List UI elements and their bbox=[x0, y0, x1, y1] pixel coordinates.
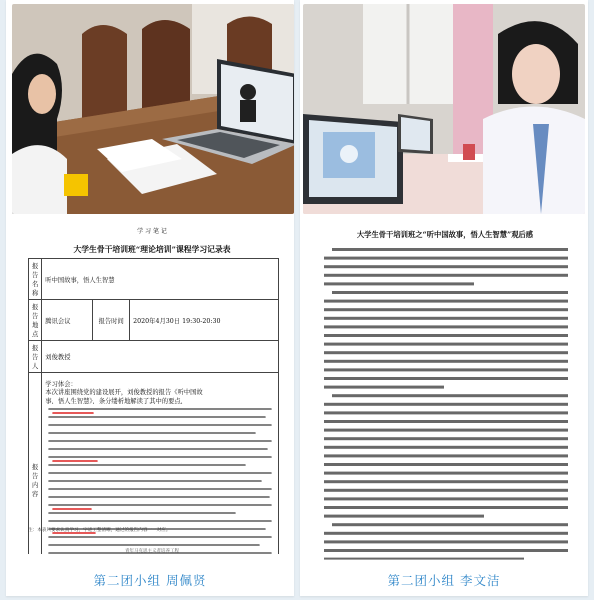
record-table bbox=[28, 258, 279, 554]
row-label: 报告人 bbox=[29, 341, 42, 373]
study-photo-right-image bbox=[303, 4, 585, 214]
form-title: 大学生骨干培训班“理论培训”课程学习记录表 bbox=[73, 245, 231, 254]
form-header: 学 习 笔 记 bbox=[137, 228, 167, 235]
essay-title: 大学生骨干培训班之“听中国故事，悟人生智慧”观后感 bbox=[356, 230, 534, 239]
essay-body bbox=[324, 248, 568, 562]
study-photo-left-image bbox=[12, 4, 294, 214]
row-value: 2020年4月30日 19:30-20:30 bbox=[130, 300, 279, 341]
row-label: 报告时间 bbox=[93, 300, 130, 341]
notes-line: 学习体会： bbox=[45, 380, 77, 388]
row-value: 腾讯会议 bbox=[42, 300, 93, 341]
row-label: 报告名称 bbox=[29, 259, 42, 300]
left-caption: 第二团小组 周佩贤 bbox=[93, 573, 207, 588]
reflection-document bbox=[314, 226, 576, 562]
study-photo-right bbox=[303, 4, 585, 214]
row-label: 报告内容 bbox=[29, 373, 42, 555]
notes-cell bbox=[42, 373, 279, 555]
row-value: 刘俊教授 bbox=[42, 341, 279, 373]
table-row bbox=[29, 300, 279, 341]
form-footer: 青年马克思主义者培养工程 bbox=[125, 549, 179, 554]
right-caption: 第二团小组 李文洁 bbox=[387, 573, 501, 588]
left-card bbox=[6, 0, 294, 596]
row-label: 报告地点 bbox=[29, 300, 42, 341]
table-row bbox=[29, 259, 279, 300]
notes-line: 本次讲座围绕党的建设展开，刘俊教授的报告《听中国故 bbox=[45, 389, 203, 396]
right-card bbox=[300, 0, 588, 596]
row-value: 听中国故事，悟人生智慧 bbox=[42, 259, 279, 300]
study-photo-left bbox=[12, 4, 294, 214]
study-record-form bbox=[20, 226, 284, 554]
notes-line: 事，悟人生智慧》，条分缕析地解读了其中的要点， bbox=[45, 397, 187, 405]
essay-lines-image bbox=[324, 248, 568, 560]
form-footnote: 注：本表只要求认真学习，字迹工整清晰，通过的报告内容一一对应。 bbox=[28, 528, 171, 533]
table-row bbox=[29, 341, 279, 373]
table-row bbox=[29, 373, 279, 555]
